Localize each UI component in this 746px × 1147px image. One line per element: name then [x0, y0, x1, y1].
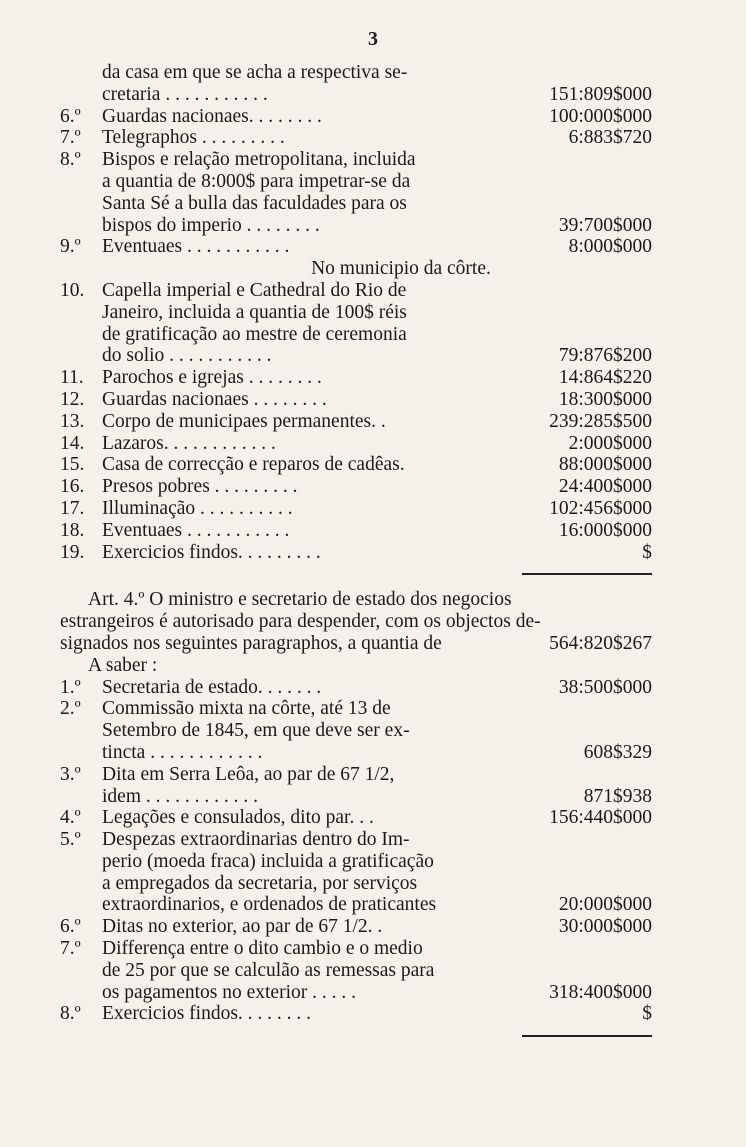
ledger-row — [60, 84, 660, 106]
item-description: Ditas no exterior, ao par de 67 1/2. . — [102, 916, 383, 938]
item-number: 8.º — [60, 1003, 81, 1025]
ledger-row — [60, 916, 660, 938]
item-number: 6.º — [60, 105, 81, 127]
item-description: Setembro de 1845, em que deve ser ex- — [102, 720, 410, 742]
item-description: bispos do imperio . . . . . . . . — [102, 214, 320, 236]
article-line-1: Art. 4.º O ministro e secretario de estado dos negocios — [88, 589, 512, 611]
item-description: Santa Sé a bulla das faculdades para os — [102, 192, 407, 214]
item-number: 2.º — [60, 698, 81, 720]
ledger-row — [60, 542, 660, 564]
item-amount: 8:000$000 — [568, 236, 652, 258]
ledger-row — [60, 302, 660, 324]
item-number: 16. — [60, 476, 85, 498]
item-description: do solio . . . . . . . . . . . — [102, 345, 272, 367]
ledger-row — [60, 938, 660, 960]
item-description: Eventuaes . . . . . . . . . . . — [102, 519, 290, 541]
item-amount: 151:809$000 — [549, 83, 652, 105]
ledger-row — [60, 324, 660, 346]
article-line-2: estrangeiros é autorisado para despender, com os objectos de- — [60, 611, 541, 633]
item-amount: 18:300$000 — [558, 388, 652, 410]
item-description: os pagamentos no exterior . . . . . — [102, 981, 356, 1003]
article-amount: 564:820$267 — [549, 632, 652, 654]
item-amount: 102:456$000 — [549, 497, 652, 519]
item-description: Eventuaes . . . . . . . . . . . — [102, 236, 290, 258]
ledger-row — [60, 786, 660, 808]
item-description: de gratificação ao mestre de ceremonia — [102, 323, 407, 345]
item-number: 12. — [60, 388, 85, 410]
item-number: 9.º — [60, 236, 81, 258]
ledger-row — [60, 476, 660, 498]
item-amount: 24:400$000 — [558, 476, 652, 498]
item-number: 8.º — [60, 149, 81, 171]
item-description: Telegraphos . . . . . . . . . — [102, 127, 285, 149]
ledger-row — [60, 720, 660, 742]
item-description: Corpo de municipaes permanentes. . — [102, 410, 386, 432]
ledger-row — [60, 215, 660, 237]
item-description: Dita em Serra Leôa, ao par de 67 1/2, — [102, 763, 395, 785]
ledger-row — [60, 389, 660, 411]
item-amount: 16:000$000 — [558, 519, 652, 541]
item-number: 1.º — [60, 676, 81, 698]
item-number: 5.º — [60, 829, 81, 851]
item-description: Guardas nacionaes . . . . . . . . — [102, 388, 327, 410]
item-amount: 608$329 — [583, 741, 652, 763]
item-amount: 20:000$000 — [558, 894, 652, 916]
total-rule-1 — [60, 563, 660, 583]
item-amount: 88:000$000 — [558, 454, 652, 476]
item-number: 17. — [60, 497, 85, 519]
item-number: 10. — [60, 279, 85, 301]
item-amount: 871$938 — [583, 785, 652, 807]
item-description: da casa em que se acha a respectiva se- — [102, 62, 408, 83]
item-description: Casa de correcção e reparos de cadêas. — [102, 454, 405, 476]
item-number: 4.º — [60, 807, 81, 829]
ledger-row — [60, 62, 660, 84]
ledger-row — [60, 280, 660, 302]
item-number: 7.º — [60, 127, 81, 149]
page-number: 3 — [368, 28, 378, 50]
item-amount: $ — [642, 541, 652, 563]
ledger-row — [60, 1003, 660, 1025]
item-description: Capella imperial e Cathedral do Rio de — [102, 279, 407, 301]
item-description: Guardas nacionaes. . . . . . . . — [102, 105, 322, 127]
item-description: idem . . . . . . . . . . . . — [102, 785, 258, 807]
item-number: 19. — [60, 541, 85, 563]
ledger-row — [60, 851, 660, 873]
item-number: 15. — [60, 454, 85, 476]
item-description: Bispos e relação metropolitana, incluida — [102, 149, 416, 171]
item-description: Parochos e igrejas . . . . . . . . — [102, 367, 322, 389]
item-description: Commissão mixta na côrte, até 13 de — [102, 698, 391, 720]
item-description: Exercicios findos. . . . . . . . — [102, 1003, 312, 1025]
ledger-row — [60, 127, 660, 149]
ledger-row — [60, 411, 660, 433]
ledger-row — [60, 149, 660, 171]
item-amount: 2:000$000 — [568, 432, 652, 454]
text-column — [60, 62, 660, 1045]
item-amount: 239:285$500 — [549, 410, 652, 432]
item-description: Lazaros. . . . . . . . . . . . — [102, 432, 276, 454]
subheading: No municipio da côrte. — [311, 258, 491, 280]
ledger-row — [60, 873, 660, 895]
item-description: Secretaria de estado. . . . . . . — [102, 676, 322, 698]
item-number: 18. — [60, 519, 85, 541]
ledger-row — [60, 677, 660, 699]
item-amount: 6:883$720 — [568, 127, 652, 149]
item-amount: 318:400$000 — [549, 981, 652, 1003]
item-description: a empregados da secretaria, por serviços — [102, 872, 418, 894]
ledger-row — [60, 807, 660, 829]
ledger-row — [60, 367, 660, 389]
ledger-row — [60, 829, 660, 851]
item-description: tincta . . . . . . . . . . . . — [102, 741, 263, 763]
item-amount: 156:440$000 — [549, 807, 652, 829]
a-saber: A saber : — [88, 654, 158, 676]
item-number: 7.º — [60, 938, 81, 960]
item-description: a quantia de 8:000$ para impetrar-se da — [102, 170, 411, 192]
ledger-row — [60, 433, 660, 455]
ledger-row — [60, 698, 660, 720]
ledger-row — [60, 894, 660, 916]
ledger-row — [60, 498, 660, 520]
subheading-row — [60, 258, 660, 280]
item-description: perio (moeda fraca) incluida a gratificação — [102, 850, 434, 872]
item-amount: $ — [642, 1003, 652, 1025]
item-description: Legações e consulados, dito par. . . — [102, 807, 374, 829]
item-description: Presos pobres . . . . . . . . . — [102, 476, 298, 498]
ledger-row — [60, 236, 660, 258]
item-number: 13. — [60, 410, 85, 432]
section-1b — [60, 280, 660, 563]
item-number: 11. — [60, 367, 84, 389]
ledger-row — [60, 106, 660, 128]
item-description: de 25 por que se calculão as remessas para — [102, 959, 435, 981]
total-rule-2 — [60, 1025, 660, 1045]
item-amount: 100:000$000 — [549, 105, 652, 127]
item-number: 3.º — [60, 763, 81, 785]
item-amount: 39:700$000 — [558, 214, 652, 236]
ledger-row — [60, 520, 660, 542]
ledger-row — [60, 345, 660, 367]
item-description: extraordinarios, e ordenados de praticantes — [102, 894, 437, 916]
item-amount: 30:000$000 — [558, 916, 652, 938]
article-paragraph — [60, 589, 660, 676]
item-amount: 14:864$220 — [558, 367, 652, 389]
ledger-row — [60, 742, 660, 764]
item-description: Janeiro, incluida a quantia de 100$ réis — [102, 301, 407, 323]
item-description: Illuminação . . . . . . . . . . — [102, 497, 293, 519]
ledger-row — [60, 764, 660, 786]
item-number: 14. — [60, 432, 85, 454]
section-2 — [60, 677, 660, 1026]
item-number: 6.º — [60, 916, 81, 938]
item-amount: 79:876$200 — [558, 345, 652, 367]
item-description: Exercicios findos. . . . . . . . . — [102, 541, 321, 563]
ledger-row — [60, 193, 660, 215]
item-description: Differença entre o dito cambio e o medio — [102, 938, 423, 960]
ledger-row — [60, 454, 660, 476]
ledger-row — [60, 171, 660, 193]
article-line-3: signados nos seguintes paragraphos, a quantia de — [60, 632, 442, 654]
ledger-row — [60, 960, 660, 982]
item-description: cretaria . . . . . . . . . . . — [102, 83, 268, 105]
section-1 — [60, 62, 660, 258]
item-description: Despezas extraordinarias dentro do Im- — [102, 829, 410, 851]
item-amount: 38:500$000 — [558, 676, 652, 698]
ledger-row — [60, 982, 660, 1004]
